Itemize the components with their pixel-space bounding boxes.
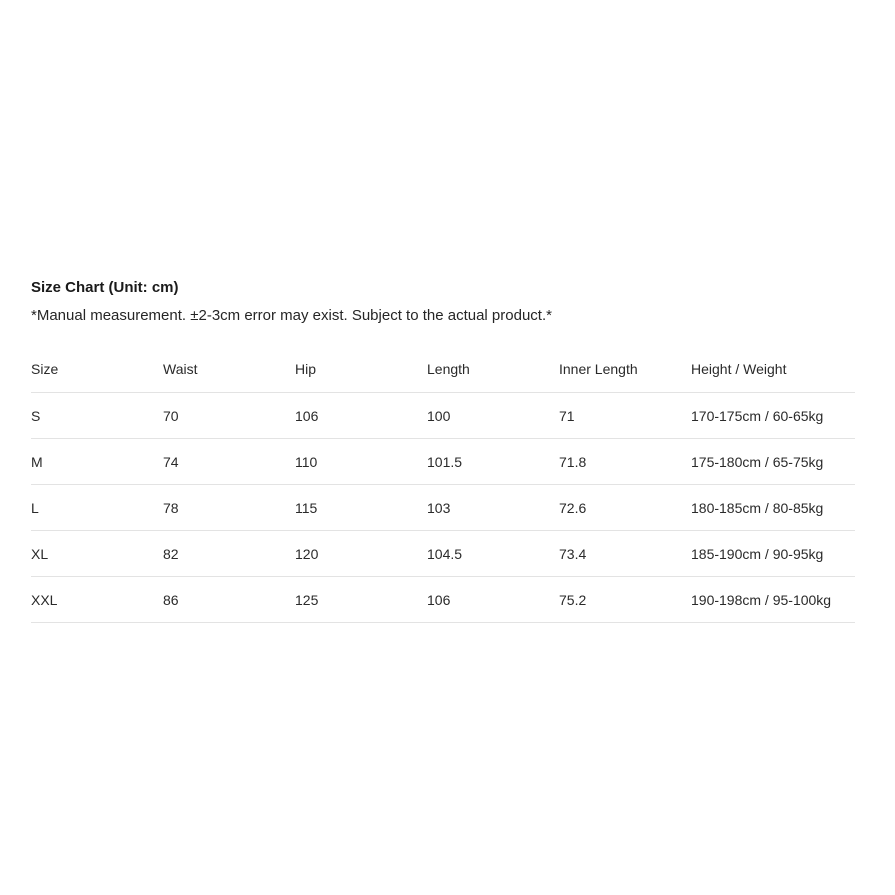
cell-size: XL <box>31 531 163 577</box>
cell-inner-length: 75.2 <box>559 577 691 623</box>
cell-height-weight: 180-185cm / 80-85kg <box>691 485 855 531</box>
cell-length: 101.5 <box>427 439 559 485</box>
cell-hip: 125 <box>295 577 427 623</box>
cell-height-weight: 170-175cm / 60-65kg <box>691 393 855 439</box>
table-header-row <box>31 346 855 393</box>
size-table <box>31 346 855 623</box>
cell-height-weight: 175-180cm / 65-75kg <box>691 439 855 485</box>
column-header-hip: Hip <box>295 346 427 393</box>
column-header-inner-length: Inner Length <box>559 346 691 393</box>
table-row <box>31 393 855 439</box>
cell-height-weight: 185-190cm / 90-95kg <box>691 531 855 577</box>
measurement-note: *Manual measurement. ±2-3cm error may exist. Subject to the actual product.* <box>31 307 552 324</box>
cell-length: 100 <box>427 393 559 439</box>
cell-waist: 86 <box>163 577 295 623</box>
column-header-waist: Waist <box>163 346 295 393</box>
cell-inner-length: 72.6 <box>559 485 691 531</box>
cell-length: 103 <box>427 485 559 531</box>
column-header-height-weight: Height / Weight <box>691 346 855 393</box>
table-row <box>31 485 855 531</box>
column-header-length: Length <box>427 346 559 393</box>
cell-size: S <box>31 393 163 439</box>
cell-length: 106 <box>427 577 559 623</box>
table-row <box>31 577 855 623</box>
cell-hip: 106 <box>295 393 427 439</box>
cell-inner-length: 73.4 <box>559 531 691 577</box>
table-row <box>31 439 855 485</box>
cell-hip: 110 <box>295 439 427 485</box>
cell-waist: 78 <box>163 485 295 531</box>
cell-inner-length: 71 <box>559 393 691 439</box>
size-chart-title: Size Chart (Unit: cm) <box>31 279 179 296</box>
size-chart <box>31 278 855 623</box>
cell-waist: 70 <box>163 393 295 439</box>
cell-waist: 74 <box>163 439 295 485</box>
cell-hip: 120 <box>295 531 427 577</box>
cell-size: XXL <box>31 577 163 623</box>
cell-length: 104.5 <box>427 531 559 577</box>
cell-waist: 82 <box>163 531 295 577</box>
cell-size: M <box>31 439 163 485</box>
cell-inner-length: 71.8 <box>559 439 691 485</box>
cell-size: L <box>31 485 163 531</box>
table-row <box>31 531 855 577</box>
cell-height-weight: 190-198cm / 95-100kg <box>691 577 855 623</box>
column-header-size: Size <box>31 346 163 393</box>
cell-hip: 115 <box>295 485 427 531</box>
